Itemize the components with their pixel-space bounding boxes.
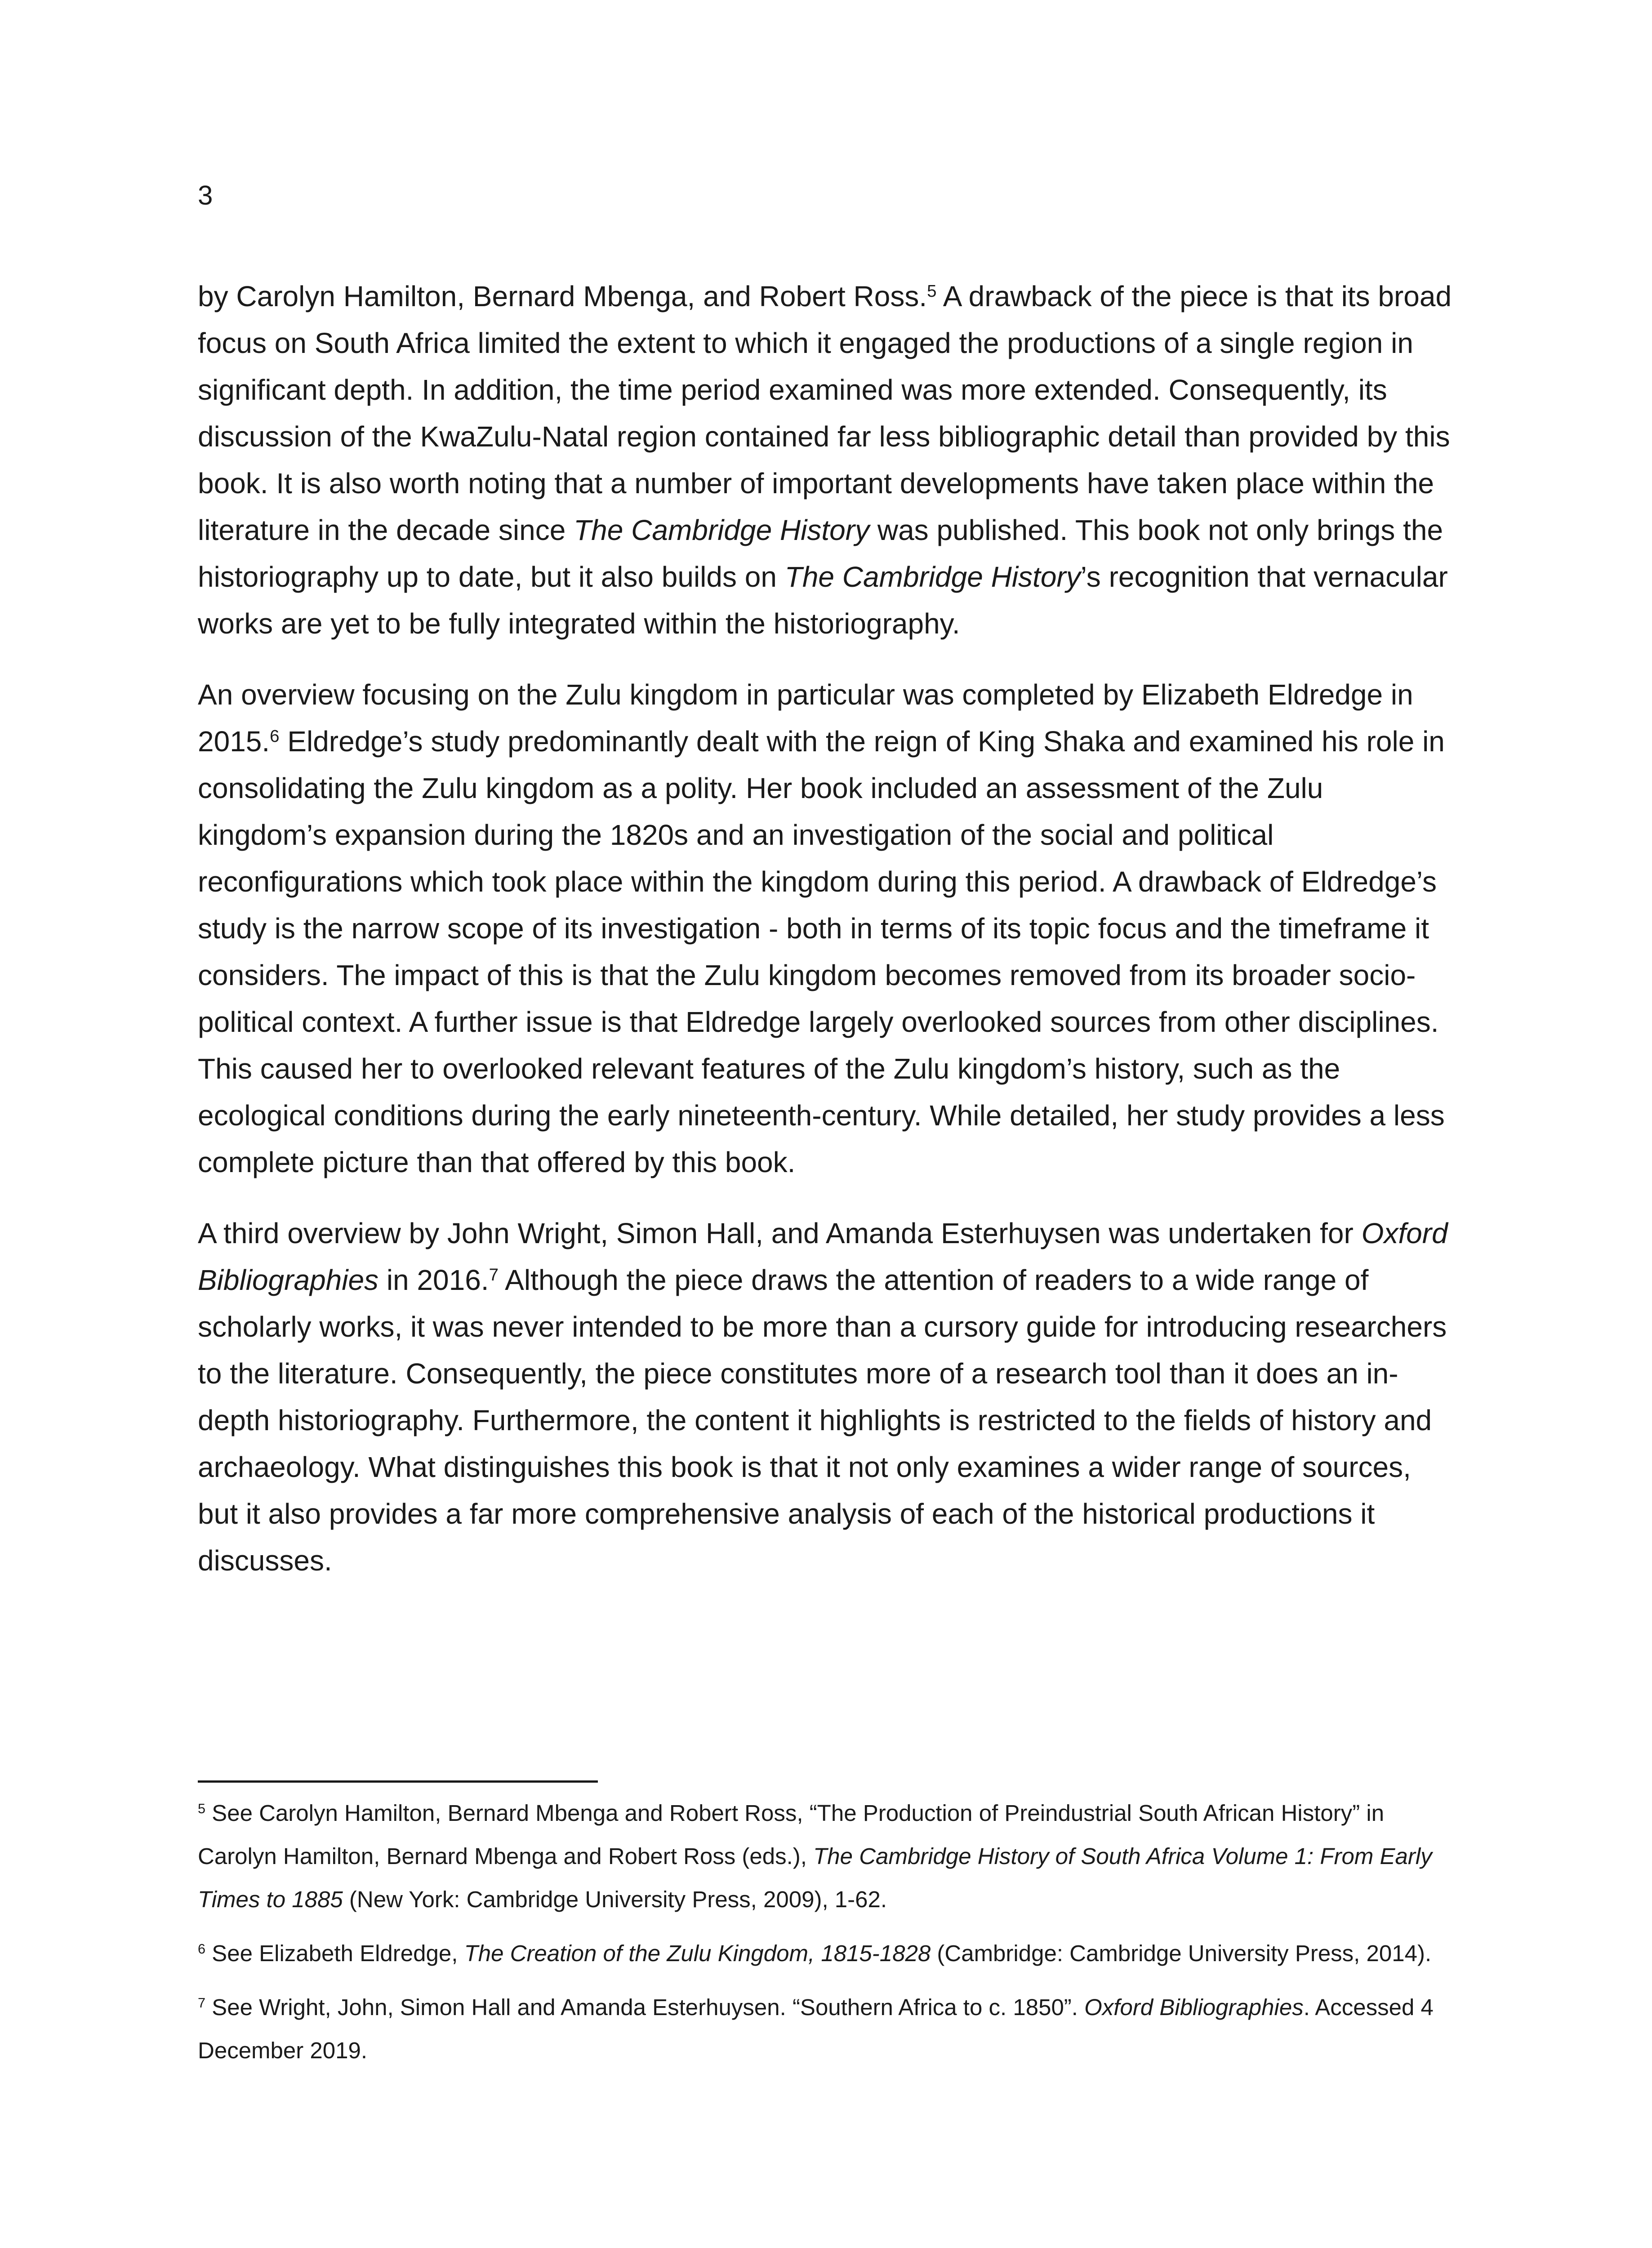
- paragraph-3-text-b: in 2016.: [378, 1264, 489, 1296]
- footnote-7-title-italic: Oxford Bibliographies: [1084, 1994, 1304, 2020]
- footnote-separator: [198, 1780, 598, 1783]
- paragraph-2: [198, 671, 1456, 1186]
- footnote-5: [198, 1792, 1456, 1921]
- footnote-ref-5[interactable]: 5: [927, 281, 937, 301]
- paragraph-1: [198, 273, 1456, 647]
- paragraph-1-text-b: A drawback of the piece is that its broad focus on South Africa limited the extent to which it engaged the productions of a single region in significant depth. In addition, the time period examined was more extended. Consequently, its discussion of the KwaZulu-Natal region contained far less bibliographic detail than provided by this book. It is also worth noting that a number of important developments have taken place within the literature in the decade since: [198, 280, 1452, 546]
- paragraph-1-title-italic-2: The Cambridge History: [784, 561, 1081, 593]
- paragraph-2-text-a: An overview focusing on the Zulu kingdom in particular was completed by Elizabeth Eldredge in 2015.: [198, 678, 1413, 758]
- footnote-6: [198, 1932, 1456, 1975]
- footnote-6-title-italic: The Creation of the Zulu Kingdom, 1815-1828: [464, 1940, 931, 1966]
- footnote-5-title-italic: The Cambridge History of South Africa Volume 1: From Early Times to 1885: [198, 1843, 1432, 1912]
- paragraph-2-text-b: Eldredge’s study predominantly dealt with the reign of King Shaka and examined his role in consolidating the Zulu kingdom as a polity. Her book included an assessment of the Zulu kingdom’s expansion during the 1820s and an investigation of the social and political reconfigurations which took place within the kingdom during this period. A drawback of Eldredge’s study is the narrow scope of its investigation - both in terms of its topic focus and the timeframe it considers. The impact of this is that the Zulu kingdom becomes removed from its broader socio-political context. A further issue is that Eldredge largely overlooked sources from other disciplines. This caused her to overlooked relevant features of the Zulu kingdom’s history, such as the ecological conditions during the early nineteenth-century. While detailed, her study provides a less complete picture than that offered by this book.: [198, 725, 1445, 1178]
- paragraph-3-text-c: Although the piece draws the attention of readers to a wide range of scholarly works, it was never intended to be more than a cursory guide for introducing researchers to the literature. Consequently, the piece constitutes more of a research tool than it does an in-depth historiography. Furthermore, the content it highlights is restricted to the fields of history and archaeology. What distinguishes this book is that it not only examines a wider range of sources, but it also provides a far more comprehensive analysis of each of the historical productions it discusses.: [198, 1264, 1447, 1577]
- paragraph-1-title-italic-1: The Cambridge History: [574, 514, 870, 546]
- footnotes: [198, 1792, 1456, 2083]
- body-text: [198, 273, 1456, 1608]
- footnote-7-text-b: . Accessed 4 December 2019.: [198, 1994, 1434, 2063]
- footnote-7: [198, 1986, 1456, 2072]
- footnote-number-6: 6: [198, 1941, 206, 1957]
- page-number: 3: [198, 180, 213, 210]
- footnote-ref-6[interactable]: 6: [270, 726, 280, 746]
- footnote-7-text-a: See Wright, John, Simon Hall and Amanda Esterhuysen. “Southern Africa to c. 1850”.: [205, 1994, 1085, 2020]
- footnote-6-text-b: (Cambridge: Cambridge University Press, 2014).: [931, 1940, 1432, 1966]
- paragraph-3-text-a: A third overview by John Wright, Simon Hall, and Amanda Esterhuysen was undertaken for: [198, 1217, 1362, 1249]
- footnote-5-text-b: (New York: Cambridge University Press, 2009), 1-62.: [343, 1887, 887, 1912]
- footnote-number-5: 5: [198, 1801, 206, 1817]
- footnote-5-text-a: See Carolyn Hamilton, Bernard Mbenga and Robert Ross, “The Production of Preindustrial South African History” in Carolyn Hamilton, Bernard Mbenga and Robert Ross (eds.),: [198, 1800, 1385, 1869]
- footnote-ref-7[interactable]: 7: [489, 1265, 499, 1285]
- paragraph-1-text-d: ’s recognition that vernacular works are yet to be fully integrated within the historiography.: [198, 561, 1448, 640]
- footnote-number-7: 7: [198, 1995, 206, 2011]
- paragraph-3: [198, 1210, 1456, 1584]
- paragraph-3-title-italic-1: Oxford Bibliographies: [198, 1217, 1448, 1296]
- paragraph-1-text-c: was published. This book not only brings the historiography up to date, but it also builds on: [198, 514, 1443, 593]
- paragraph-1-text-a: by Carolyn Hamilton, Bernard Mbenga, and Robert Ross.: [198, 280, 927, 312]
- footnote-6-text-a: See Elizabeth Eldredge,: [205, 1940, 464, 1966]
